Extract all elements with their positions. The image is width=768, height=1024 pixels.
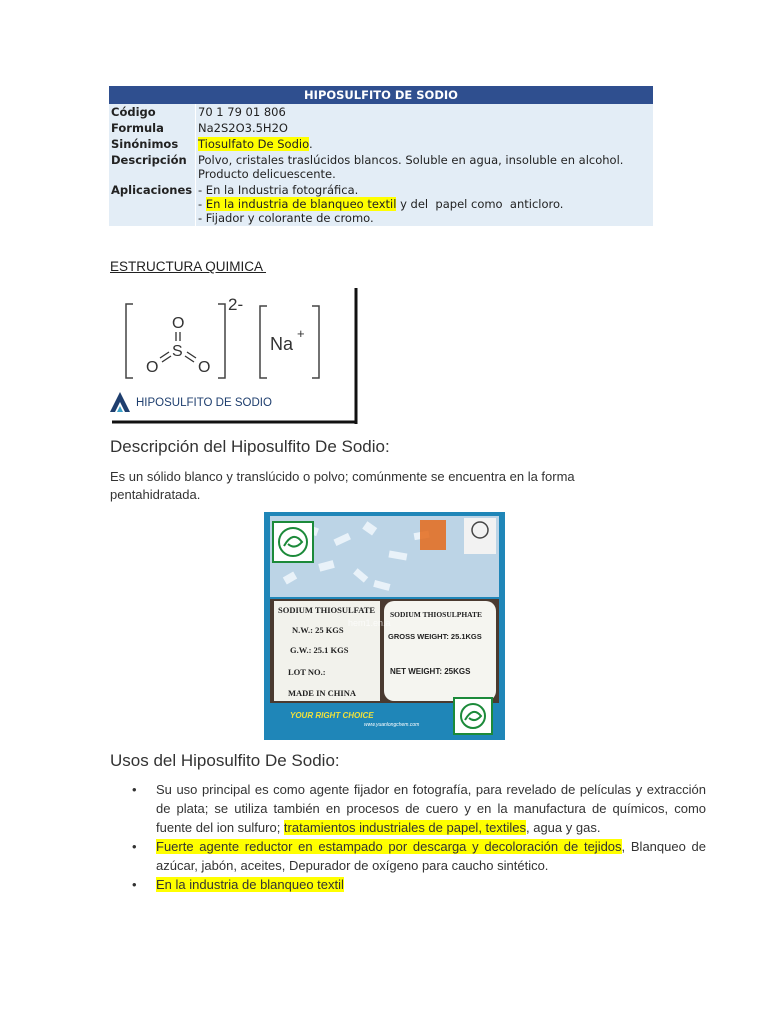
table-row — [109, 104, 653, 120]
cation-symbol: Na — [270, 334, 294, 354]
logo-text: HIPOSULFITO DE SODIO — [136, 397, 272, 409]
list-item — [132, 780, 706, 837]
text: - — [198, 197, 206, 211]
slogan: YOUR RIGHT CHOICE — [290, 711, 374, 720]
row-value — [196, 152, 654, 182]
application-line — [198, 197, 651, 211]
bag1-line: G.W.: 25.1 KGS — [290, 645, 349, 655]
atom-o-right: O — [198, 359, 211, 376]
bullet: • — [132, 782, 137, 797]
row-key: Sinónimos — [109, 136, 196, 152]
bag2-line: NET WEIGHT: 25KGS — [390, 667, 471, 676]
bag2-line: SODIUM THIOSULPHATE — [390, 610, 483, 619]
highlighted-text: tratamientos industriales de papel, textiles — [283, 820, 526, 835]
table-title: HIPOSULFITO DE SODIO — [109, 86, 653, 104]
table-row — [109, 136, 653, 152]
bag1-line: MADE IN CHINA — [288, 688, 356, 698]
row-value — [196, 136, 654, 152]
uses-list — [110, 780, 706, 894]
highlighted-text: Fuerte agente reductor en estampado por descarga y decoloración de tejidos — [156, 839, 622, 854]
bag1-line: LOT NO.: — [288, 667, 326, 677]
row-value: 70 1 79 01 806 — [196, 104, 654, 120]
row-key: Formula — [109, 120, 196, 136]
product-photo — [264, 512, 505, 740]
highlighted-text: En la industria de blanqueo textil — [156, 877, 344, 892]
text: Su uso principal es como agente fijador en fotografía, para revelado de películas y extracción de plata; se utiliza también en procesos de cuero y en la manufactura de químicos, como fuente del ion sulfuro; — [156, 782, 706, 835]
application-line: - Fijador y colorante de cromo. — [198, 211, 374, 225]
list-item — [132, 875, 706, 894]
bag2-line: GROSS WEIGHT: 25.1KGS — [388, 632, 482, 641]
table-row — [109, 152, 653, 182]
highlighted-text: En la industria de blanqueo textil — [205, 197, 397, 211]
list-item — [132, 837, 706, 875]
product-info-table — [109, 86, 653, 226]
watermark: hem1.en.a — [348, 618, 391, 628]
bag1-line: N.W.: 25 KGS — [292, 625, 344, 635]
row-key: Descripción — [109, 152, 196, 182]
table-row — [109, 120, 653, 136]
atom-o-left: O — [146, 359, 159, 376]
ion-charge: 2- — [228, 295, 244, 314]
description-paragraph: Es un sólido blanco y translúcido o polvo; comúnmente se encuentra en la forma pentahidratada. — [110, 469, 575, 502]
structure-heading: ESTRUCTURA QUIMICA — [110, 259, 267, 274]
row-value — [196, 182, 654, 226]
application-line: - En la Industria fotográfica. — [198, 183, 359, 197]
row-key: Código — [109, 104, 196, 120]
text: , agua y gas. — [526, 820, 601, 835]
bullet: • — [132, 839, 137, 854]
description-heading: Descripción del Hiposulfito De Sodio: — [110, 437, 390, 456]
uses-heading: Usos del Hiposulfito De Sodio: — [110, 751, 340, 770]
chemical-structure-image — [110, 286, 360, 426]
table-row — [109, 182, 653, 226]
description-line: Producto delicuescente. — [198, 167, 336, 181]
atom-s: S — [172, 343, 183, 360]
text: , Blanqueo de azúcar, jabón, aceites, Depurador de oxígeno para caucho sintético. — [156, 839, 706, 873]
text: y del papel como anticloro. — [396, 197, 564, 211]
row-key: Aplicaciones — [109, 182, 196, 226]
description-line: Polvo, cristales traslúcidos blancos. Soluble en agua, insoluble en alcohol. — [198, 153, 624, 167]
highlighted-text: Tiosulfato De Sodio — [198, 137, 309, 151]
bullet: • — [132, 877, 137, 892]
row-value: Na2S2O3.5H2O — [196, 120, 654, 136]
atom-o-top: O — [172, 315, 185, 332]
website: www.yuanlongchem.com — [364, 722, 420, 728]
text: . — [308, 137, 313, 151]
bag1-line: SODIUM THIOSULFATE — [278, 605, 376, 615]
cation-charge: + — [297, 326, 305, 341]
